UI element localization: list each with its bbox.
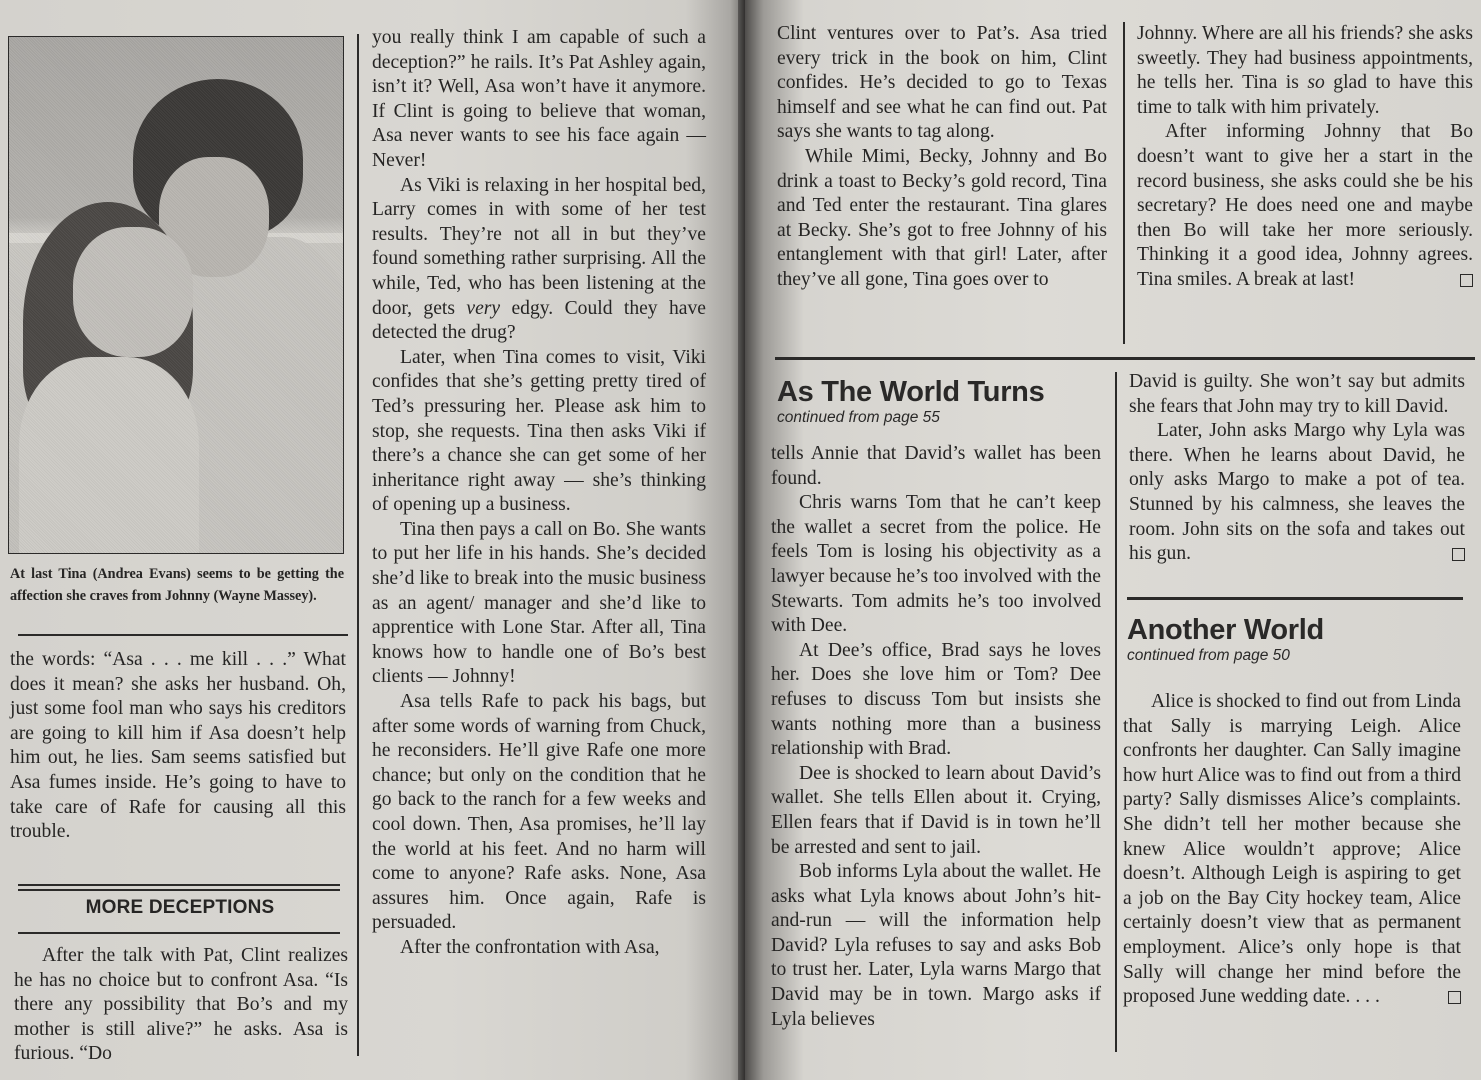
left-col1-body xyxy=(10,648,346,845)
left-col2-body xyxy=(372,26,706,961)
paragraph: After the talk with Pat, Clint realizes he has no choice but to confront Asa. “Is there any possibility that Bo’s and my mother is still alive?” he asks. Asa is furious. “Do xyxy=(14,945,348,1065)
left-col1-body-cont xyxy=(14,944,348,1067)
paragraph: David is guilty. She won’t say but admits she fears that John may try to kill David. xyxy=(1129,371,1465,417)
paragraph xyxy=(1123,690,1461,1010)
paragraph-text: As Viki is relaxing in her hospital bed, Larry comes in with some of her test results. They’re not all in but they’ve found something rather surprising. All the while, Ted, who has been listening at the door, gets xyxy=(372,174,706,319)
paragraph: At Dee’s office, Brad says he loves her. Does she love him or Tom? Dee refuses to discuss Tom but insists she wants nothing more than a business relationship with Brad. xyxy=(771,639,1101,760)
paragraph: After the confrontation with Asa, xyxy=(400,936,660,958)
photo-caption: At last Tina (Andrea Evans) seems to be getting the affection she craves from Johnny (Wayne Massey). xyxy=(10,566,344,604)
italic-emphasis: very xyxy=(466,297,501,319)
paragraph xyxy=(1129,419,1465,567)
paragraph: Asa tells Rafe to pack his bags, but after some words of warning from Chuck, he reconsiders. He’ll give Rafe one more chance; but only on the condition that he go back to the ranch for a few weeks and cool down. Then, Asa promises, he’ll lay the world at his feet. And no harm will come to anyone? Rafe asks. None, Asa assures him. Once again, Rafe is persuaded. xyxy=(372,691,706,934)
paragraph: Clint ventures over to Pat’s. Asa tried every trick in the book on him, Clint confides. He’s decided to go to Texas himself and see what he can find out. Pat says she wants to tag along. xyxy=(777,23,1107,143)
paragraph-text: Later, John asks Margo why Lyla was there. When he learns about David, he only asks Margo to make a pot of tea. Stunned by his calmness, she leaves the room. John sits on the sofa and takes out his gun. xyxy=(1129,420,1465,565)
subhead-more-deceptions: MORE DECEPTIONS xyxy=(85,897,275,918)
photo-tina-johnny xyxy=(8,36,344,554)
paragraph-text: glad to have this time to talk with him privately. xyxy=(1137,72,1473,118)
section-continued-atwt: continued from page 55 xyxy=(777,409,940,426)
atwt-col4-body xyxy=(1129,370,1465,567)
paragraph xyxy=(1137,22,1473,120)
paragraph: Tina then pays a call on Bo. She wants to put her life in his hands. She’s decided she’d like to break into the music business as an agent/ manager and she’d like to apprentice with Lone Star. After all, Tina knows how to handle one of Bo’s best clients — Johnny! xyxy=(372,518,706,688)
paragraph-text: Alice is shocked to find out from Linda that Sally is marrying Leigh. Alice confronts her daughter. Can Sally imagine how hurt Alice was to find out from a third party? Sally dismisses Alice’s complaints. She didn’t tell her mother because she knew Alice wouldn’t approve; Alice doesn’t. Although Leigh is aspiring to get a job on the Bay City hockey team, Alice certainly doesn’t view that as permanent employment. Alice’s only hope is that Sally will change her mind before the proposed June wedding date. . . . xyxy=(1123,691,1461,1008)
paragraph: While Mimi, Becky, Johnny and Bo drink a toast to Becky’s gold record, Tina and Ted enter the restaurant. Tina glares at Becky. She’s got to free Johnny of his entanglement with that girl! Later, after they’ve all gone, Tina goes over to xyxy=(777,145,1107,290)
subhead-rule-top-2 xyxy=(18,889,340,891)
section-title-another-world: Another World xyxy=(1127,614,1324,646)
italic-emphasis: so xyxy=(1307,72,1325,94)
paragraph: Dee is shocked to learn about David’s wallet. She tells Ellen about it. Crying, Ellen fears that if David is in town he’ll be arrested and sent to jail. xyxy=(771,762,1101,858)
section-divider-top xyxy=(775,357,1475,360)
right-page xyxy=(745,0,1481,1080)
paragraph-text: edgy. Could they have detected the drug? xyxy=(372,297,706,344)
caption-divider xyxy=(18,634,348,636)
paragraph: Bob informs Lyla about the wallet. He asks what Lyla knows about John’s hit-and-run — will the information help David? Lyla refuses to say and asks Bob to trust her. Later, Lyla warns Margo that David may be in town. Margo asks if Lyla believes xyxy=(771,861,1101,1030)
right-col3-top xyxy=(777,22,1107,293)
paragraph xyxy=(1137,120,1473,292)
paragraph: the words: “Asa . . . me kill . . .” What does it mean? she asks her husband. Oh, just some fool man who says his creditors are going to kill him if Asa doesn’t help him out, he lies. Sam seems satisfied but Asa fumes inside. He’s going to have to take care of Rafe for causing all this trouble. xyxy=(10,649,346,843)
paragraph: tells Annie that David’s wallet has been found. xyxy=(771,443,1101,489)
photo-grain xyxy=(9,37,343,553)
paragraph: Later, when Tina comes to visit, Viki confides that she’s getting pretty tired of Ted’s pressuring her. Please ask him to stop, she requests. Tina then asks Viki if there’s a chance she can get some of her inheritance right away — she’s thinking of opening up a business. xyxy=(372,346,706,516)
subhead-rule-top-1 xyxy=(18,884,340,886)
section-divider-another-world xyxy=(1127,597,1463,600)
paragraph-text: After informing Johnny that Bo doesn’t want to give her a start in the record business, she asks could she be his secretary? He does need one and maybe then Bo will take her more seriously. Thinking it a good idea, Johnny agrees. Tina smiles. A break at last! xyxy=(1137,121,1473,290)
another-world-body xyxy=(1123,690,1461,1010)
column-rule-right-top xyxy=(1123,22,1125,344)
end-mark-icon xyxy=(1448,991,1461,1004)
paragraph-text: Johnny. Where are all his friends? she asks sweetly. They had business appointments, he tells her. Tina is xyxy=(1137,23,1473,94)
column-rule-right-bottom xyxy=(1115,372,1117,1052)
paragraph xyxy=(372,174,706,346)
section-continued-another-world: continued from page 50 xyxy=(1127,647,1290,664)
paragraph: you really think I am capable of such a deception?” he rails. It’s Pat Ashley again, isn’t it? Well, Asa won’t have it anymore. If Clint is going to believe that woman, Asa never wants to see his face again — Never! xyxy=(372,27,706,171)
end-mark-icon xyxy=(1452,548,1465,561)
section-title-atwt: As The World Turns xyxy=(777,376,1045,408)
atwt-col3-body xyxy=(771,442,1101,1032)
column-rule-left xyxy=(357,34,359,1056)
paragraph: Chris warns Tom that he can’t keep the wallet a secret from the police. He feels Tom is losing his objectivity as a lawyer because he’s too involved with the Stewarts. Tom admits he’s too involved with Dee. xyxy=(771,492,1101,637)
end-mark-icon xyxy=(1460,274,1473,287)
right-col4-top xyxy=(1137,22,1473,293)
subhead-rule-bottom xyxy=(18,932,340,934)
